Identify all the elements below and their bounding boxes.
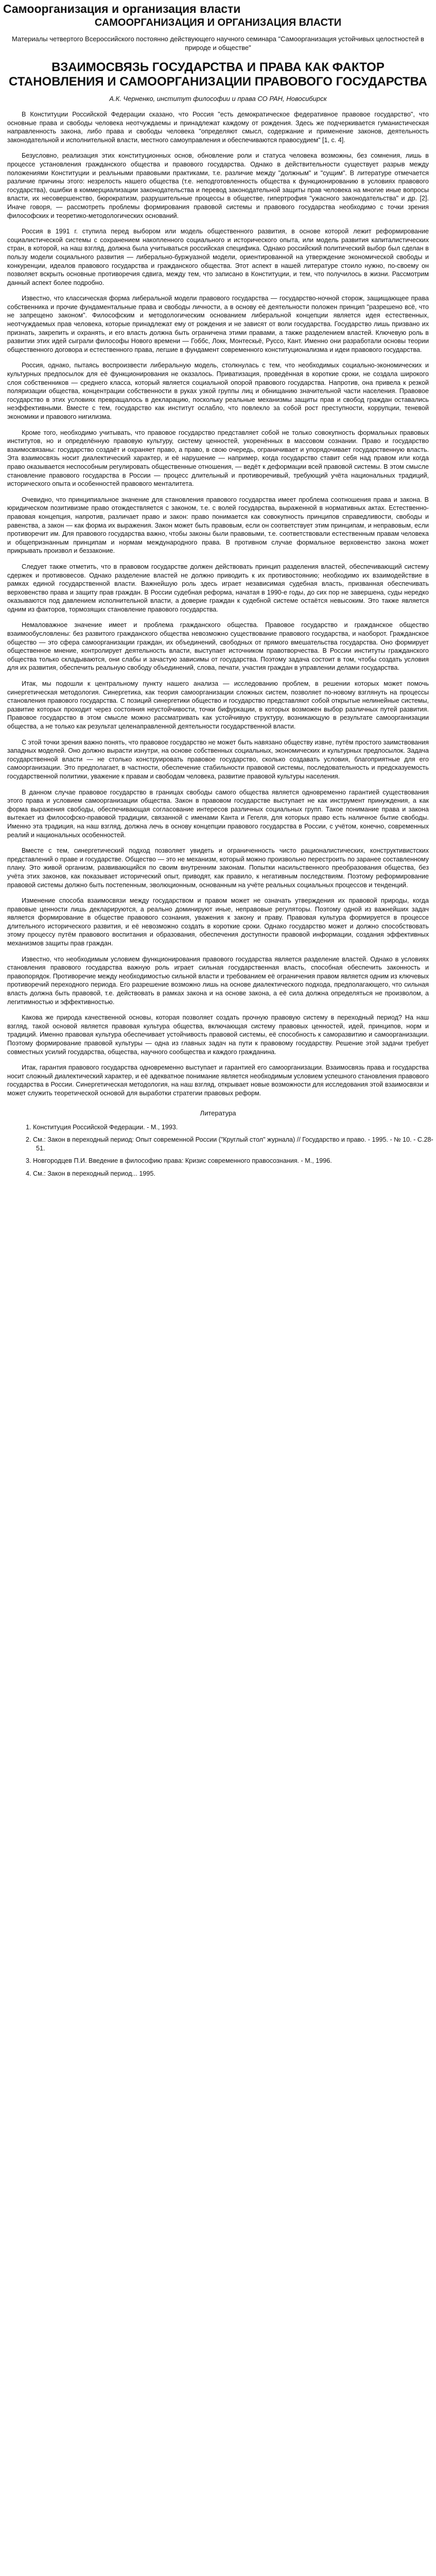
reference-item: 4. См.: Закон в переходный период... 1995.	[26, 1170, 155, 1177]
article-paragraph: Россия, однако, пытаясь воспроизвести либеральную модель, столкнулась с тем, что необходимых социально-экономических и культурных предпосылок для её функционирования не оказалось. Приватизация, проведённая в короткие сроки, не создала широкого слоя собственников — среднего класса, который является социальной опорой правового государства. Напротив, она привела к резкой поляризации общества, концентрации собственности в руках узкой группы лиц и обнищанию значительной части населения. Правовое государство в этих условиях превращалось в декларацию, поскольку реальные механизмы защиты прав и свобод граждан оставались неэффективными. Вместе с тем, государство как институт ослабло, что повлекло за собой рост преступности, коррупции, теневой экономики и правового нигилизма.	[7, 362, 429, 420]
article-paragraph: Известно, что классическая форма либеральной модели правового государства — государство-ночной сторож, защищающее права собственника и прочие фундаментальные права и свободы личности, а в основу её деятельности положен принцип "разрешено всё, что не запрещено законом". Философским и методологическим основанием либеральной концепции является идея естественных, неотчуждаемых прав человека, которые принадлежат ему от рождения и не зависят от воли государства. Государство лишь призвано их признать, закрепить и охранять, и его власть должна быть ограничена этими правами, а также разделением властей. Ключевую роль в развитии этих идей сыграли философы Нового времени — Гоббс, Локк, Монтескьё, Руссо, Кант. Именно они разработали основы теории общественного договора и естественного права, легшие в фундамент современного конституционализма и идеи правового государства.	[7, 295, 429, 353]
article-paragraph: Вместе с тем, синергетический подход позволяет увидеть и ограниченность чисто рационалистических, конструктивистских представлений о праве и государстве. Общество — это не механизм, который можно произвольно перестроить по заранее составленному плану. Это живой организм, развивающийся по своим внутренним законам. Попытки насильственного преобразования общества, без учёта этих законов, как показывает исторический опыт, приводят, как правило, к негативным последствиям. Поэтому реформирование правовой системы должно быть постепенным, эволюционным, основанным на учёте реальных социальных процессов и тенденций.	[7, 847, 429, 889]
header-title: САМООРГАНИЗАЦИЯ И ОРГАНИЗАЦИЯ ВЛАСТИ	[94, 17, 342, 28]
article-paragraph: Итак, мы подошли к центральному пункту нашего анализа — исследованию проблем, в решении которых может помочь синергетическая методология. Синергетика, как теория самоорганизации сложных систем, позволяет по-новому взглянуть на процессы становления правового государства. С позиций синергетики общество и государство представляют собой открытые нелинейные системы, развитие которых проходит через состояния неустойчивости, точки бифуркации, в которых возможен выбор различных путей развития. Правовое государство в этом смысле можно рассматривать как устойчивую структуру, возникающую в результате самоорганизации общества, а не только как результат целенаправленной деятельности государственной власти.	[7, 680, 429, 730]
article-paragraph: Итак, гарантия правового государства одновременно выступает и гарантией его самоорганизации. Взаимосвязь права и государства носит сложный диалектический характер, и её адекватное понимание является необходимым условием успешного становления правового государства в России. Синергетическая методология, на наш взгляд, открывает новые возможности для исследования этой взаимосвязи и может служить теоретической основой для выработки стратегии правовых реформ.	[7, 1064, 429, 1097]
reference-item: 3. Новгородцев П.И. Введение в философию права: Кризис современного правосознания. - М., 1996.	[26, 1157, 332, 1165]
literature-heading: Литература	[200, 1109, 236, 1117]
article-paragraph: Кроме того, необходимо учитывать, что правовое государство представляет собой не только совокупность формальных правовых институтов, но и определённую правовую культуру, систему ценностей, укоренённых в массовом сознании. Право и государство взаимосвязаны: государство создаёт и охраняет право, а право, в свою очередь, ограничивает и упорядочивает государственную власть. Эта взаимосвязь носит диалектический характер, и её нарушение — например, когда государство ставит себя над правом или когда право оказывается неспособным регулировать общественные отношения, — ведёт к деформации всей правовой системы. В этом смысле становление правового государства в России — процесс длительный и противоречивый, требующий учёта национальных традиций, исторического опыта и особенностей правового менталитета.	[7, 429, 429, 488]
reference-item: 1. Конституция Российской Федерации. - М., 1993.	[26, 1123, 178, 1131]
site-title: Самоорганизация и организация власти	[3, 2, 241, 15]
article-paragraph: Известно, что необходимым условием функционирования правового государства является разделение властей. Однако в условиях становления правового государства важную роль играет сильная государственная власть, способная обеспечить законность и правопорядок. Противоречие между необходимостью сильной власти и требованием её ограничения правом является одним из ключевых противоречий переходного периода. Его разрешение возможно лишь на основе диалектического подхода, предполагающего, что сильная власть должна быть правовой, т.е. действовать в рамках закона и на основе закона, а её сила должна определяться не произволом, а легитимностью и эффективностью.	[7, 955, 429, 1006]
article-paragraph: Очевидно, что принципиальное значение для становления правового государства имеет проблема соотношения права и закона. В юридическом позитивизме право отождествляется с законом, т.е. с волей государства, выраженной в нормативных актах. Естественно-правовая концепция, напротив, различает право и закон: право понимается как совокупность принципов справедливости, свободы и равенства, а закон — как форма их выражения. Закон может быть правовым, если он соответствует этим принципам, и неправовым, если противоречит им. Для правового государства важно, чтобы законы были правовыми, т.е. соответствовали естественным правам человека и общепризнанным принципам и нормам международного права. В противном случае формальное верховенство закона может прикрывать произвол и беззаконие.	[7, 496, 429, 555]
article-paragraph: Безусловно, реализация этих конституционных основ, обновление роли и статуса человека возможны, без сомнения, лишь в процессе установления гражданского общества и правового государства. Однако в действительности существует разрыв между положениями Конституции и реальными правовыми практиками, т.е. различие между "должным" и "сущим". В литературе отмечается различие причины этого: незрелость нашего общества (т.е. неподготовленность общества к функционированию в условиях правового государства), ошибки в коммерциализации законодательства и перевод законодательной защиты прав человека на многие иные вопросы власти, их несовершенство, бюрократизм, разрушительные процессы в обществе, гипертрофия "ужасного законодательства" и др. [2]. Иначе говоря, — рассмотреть проблемы формирования правовой системы и правового государства необходимо с точки зрения философских и теоретико-методологических оснований.	[7, 152, 429, 219]
article-author: А.К. Черненко, институт философии и права СО РАН, Новосибирск	[109, 95, 327, 103]
article-paragraph: Россия в 1991 г. ступила перед выбором или модель общественного развития, в основе которой лежит реформирование социалистической системы с сохранением накопленного социального и исторического опыта, или модель развития капиталистических стран, в которой, на наш взгляд, должна была учитываться российская специфика. Однако российский политический выбор был сделан в пользу модели социального развития — либерально-буржуазной модели, ориентированной на утверждение экономической свободы и конкуренции, идеалов правового государства и гражданского общества. Этот аспект в нашей литературе стоило нужно, по-своему он позволяет вскрыть основные противоречия сдвига, между тем, что записано в Конституции, и тем, что получилось в жизни. Рассмотрим данный аспект более подробно.	[7, 228, 429, 286]
reference-list	[0, 1123, 436, 1178]
article-paragraph: Немаловажное значение имеет и проблема гражданского общества. Правовое государство и гражданское общество взаимообусловлены: без развитого гражданского общества невозможно существование правового государства, и наоборот. Гражданское общество — это сфера самоорганизации граждан, их объединений, свободных от прямого вмешательства государства. Оно формирует общественное мнение, контролирует деятельность власти, выступает источником правотворчества. В России институты гражданского общества только складываются, они слабы и зачастую зависимы от государства. Поэтому задача состоит в том, чтобы создать условия для их развития, обеспечить реальную свободу объединений, слова, печати, участия граждан в управлении делами государства.	[7, 621, 429, 672]
article-paragraph: В данном случае правовое государство в границах свободы самого общества является одновременно гарантией существования этого права и условием самоорганизации общества. Закон в правовом государстве выступает не как инструмент принуждения, а как форма выражения свободы, обеспечивающая согласование интересов различных социальных групп. Такое понимание права и закона вытекает из философско-правовой традиции, связанной с именами Канта и Гегеля, для которых право есть наличное бытие свободы. Именно эта традиция, на наш взгляд, должна лечь в основу концепции правового государства в России, с учётом, конечно, современных реалий и национальных особенностей.	[7, 788, 429, 839]
article-paragraph: В Конституции Российской Федерации сказано, что Россия "есть демократическое федеративное правовое государство", что основные права и свободы человека неотчуждаемы и принадлежат каждому от рождения. Здесь же подчеркивается гуманистическая направленность закона, либо права и свободы человека "определяют смысл, содержание и применение законов, деятельность законодательной и исполнительной власти, местного самоуправления и обеспечиваются правосудием" [1, с. 4].	[7, 111, 429, 144]
article-paragraph: Следует также отметить, что в правовом государстве должен действовать принцип разделения властей, обеспечивающий систему сдержек и противовесов. Однако разделение властей не должно приводить к их противостоянию; необходимо их взаимодействие в рамках единой государственной власти. Важнейшую роль здесь играет независимая судебная власть, призванная обеспечивать верховенство права и защиту прав граждан. В России судебная реформа, начатая в 1990-е годы, до сих пор не завершена, суды нередко оказываются под давлением исполнительной власти, а доверие граждан к судебной системе остаётся невысоким. Это также является одним из факторов, тормозящих становление правового государства.	[7, 563, 429, 613]
article-paragraph: С этой точки зрения важно понять, что правовое государство не может быть навязано обществу извне, путём простого заимствования западных моделей. Оно должно вырасти изнутри, на основе собственных социальных, экономических и культурных предпосылок. Задача государственной власти — не столько конструировать правовое государство, сколько создавать условия, благоприятные для его самоорганизации. Это предполагает, в частности, обеспечение стабильности правовой системы, последовательность и предсказуемость государственной политики, уважение к правам и свободам человека, развитие правовой культуры населения.	[7, 738, 429, 780]
conference-subtitle: Материалы четвертого Всероссийского постоянно действующего научного семинара "Самоорганизация устойчивых целостностей в природе и обществе"	[12, 35, 424, 52]
article-body	[0, 110, 436, 1098]
reference-item: 2. См.: Закон в переходный период: Опыт современной России ("Круглый стол" журнала) // Государство и право. - 1995. - № 10. - С.28-51.	[26, 1136, 433, 1152]
article-paragraph: Изменение способа взаимосвязи между государством и правом может не означать утверждения их правовой природы, когда правовые ценности лишь декларируются, а реально доминируют иные, неправовые регуляторы. Поэтому одной из важнейших задач является формирование в обществе правового сознания, уважения к закону и праву. Правовая культура формируется в процессе длительного исторического развития, и её невозможно создать в короткие сроки. Однако государство может и должно способствовать этому процессу путём правового воспитания и образования, обеспечения доступности правовой информации, создания эффективных механизмов защиты прав граждан.	[7, 897, 429, 947]
article-title: ВЗАИМОСВЯЗЬ ГОСУДАРСТВА И ПРАВА КАК ФАКТОР СТАНОВЛЕНИЯ И САМООРГАНИЗАЦИИ ПРАВОВОГО ГОСУДАРСТВА	[9, 60, 427, 89]
article-paragraph: Какова же природа качественной основы, которая позволяет создать прочную правовую систему в переходный период? На наш взгляд, такой основой является правовая культура общества, включающая систему правовых ценностей, идей, принципов, норм и традиций. Именно правовая культура обеспечивает устойчивость правовой системы, её способность к саморазвитию и самоорганизации. Поэтому формирование правовой культуры — одна из главных задач на пути к правовому государству. Решение этой задачи требует совместных усилий государства, общества, научного сообщества и каждого гражданина.	[7, 1014, 429, 1056]
